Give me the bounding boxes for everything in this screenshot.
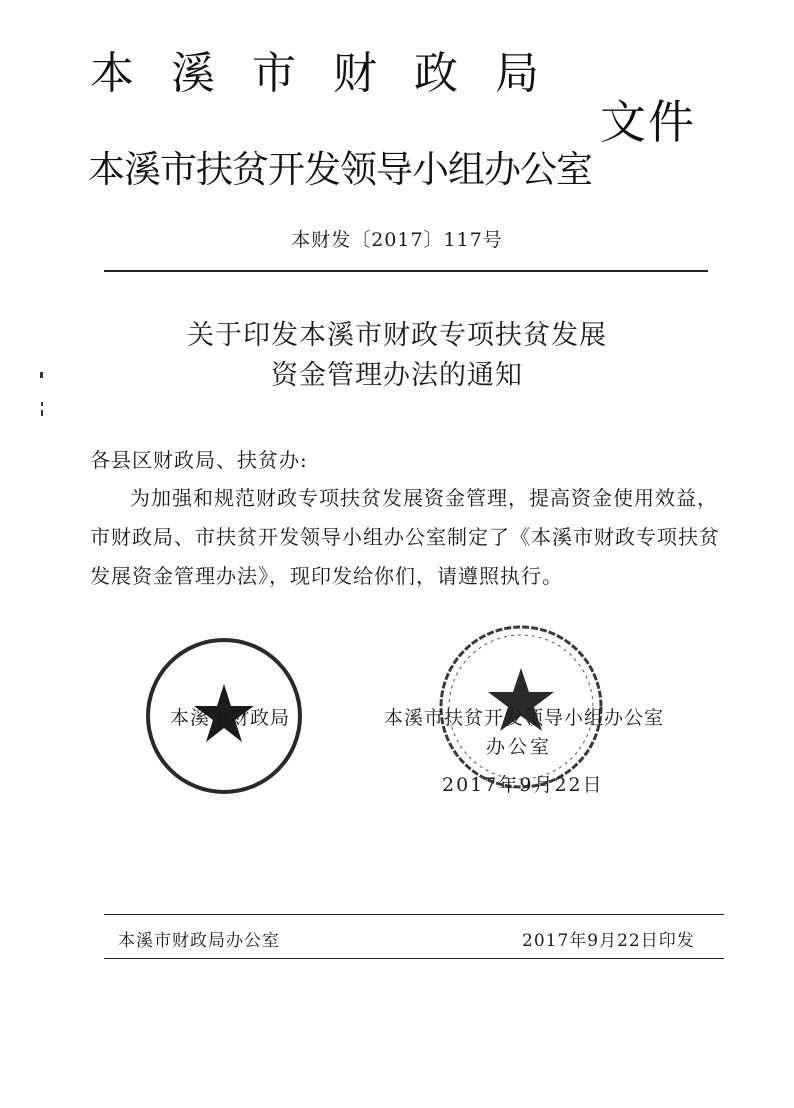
issuer-finance-bureau: 本溪市财政局 bbox=[90, 48, 576, 99]
scan-mark bbox=[41, 410, 43, 416]
document-title-line-2: 资金管理办法的通知 bbox=[271, 360, 523, 391]
footer-divider-top bbox=[104, 914, 724, 915]
footer-print-date: 2017年9月22日印发 bbox=[522, 931, 695, 951]
body-line-3: 发展资金管理办法》，现印发给你们，请遵照执行。 bbox=[90, 564, 563, 588]
scan-mark bbox=[40, 372, 43, 378]
header-divider bbox=[104, 270, 708, 272]
salutation: 各县区财政局、扶贫办: bbox=[90, 448, 308, 472]
document-type-label: 文件 bbox=[600, 95, 696, 149]
body-line-1: 为加强和规范财政专项扶贫发展资金管理，提高资金使用效益， bbox=[130, 486, 718, 510]
issuer-poverty-office: 本溪市扶贫开发领导小组办公室 bbox=[88, 148, 592, 191]
signer-poverty-office-line-2: 办公室 bbox=[486, 736, 553, 758]
document-number: 本财发〔2017〕117号 bbox=[291, 229, 503, 251]
footer-divider-bottom bbox=[104, 958, 724, 959]
scan-mark bbox=[41, 402, 43, 406]
footer-issuer: 本溪市财政局办公室 bbox=[118, 931, 280, 951]
body-line-2: 市财政局、市扶贫开发领导小组办公室制定了《本溪市财政专项扶贫 bbox=[90, 525, 720, 549]
signature-date: 2017年9月22日 bbox=[442, 774, 604, 796]
signer-poverty-office: 本溪市扶贫开发领导小组办公室 bbox=[384, 707, 665, 729]
signer-finance-bureau: 本溪市财政局 bbox=[170, 707, 291, 729]
document-title-line-1: 关于印发本溪市财政专项扶贫发展 bbox=[187, 320, 607, 351]
